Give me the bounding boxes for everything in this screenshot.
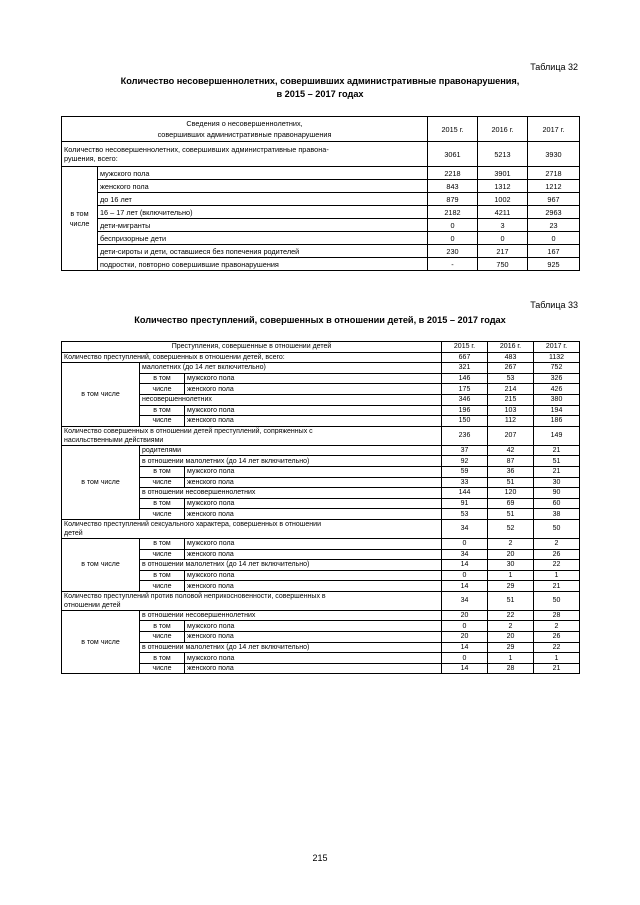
- row-label: женского пола: [185, 416, 442, 427]
- cell-value: 59: [442, 466, 488, 477]
- cell-value: 20: [488, 632, 534, 643]
- row-label: Количество преступлений, совершенных в отношении детей, всего:: [62, 352, 442, 363]
- cell-value: 33: [442, 477, 488, 488]
- cell-value: 30: [488, 560, 534, 571]
- cell-value: 51: [488, 591, 534, 610]
- table-row: [62, 653, 580, 664]
- cell-value: 23: [528, 219, 580, 232]
- cell-value: 22: [534, 642, 580, 653]
- cell-value: 236: [442, 426, 488, 445]
- cell-value: 4211: [478, 206, 528, 219]
- cell-value: 2: [488, 538, 534, 549]
- cell-value: 186: [534, 416, 580, 427]
- subgroup-label: числе: [140, 581, 185, 592]
- cell-value: 3: [478, 219, 528, 232]
- table-row: [62, 180, 580, 193]
- year-header: 2016 г.: [478, 117, 528, 142]
- page-number: 215: [312, 853, 328, 863]
- cell-value: 967: [528, 193, 580, 206]
- table-row: [62, 352, 580, 363]
- year-header: 2017 г.: [534, 342, 580, 353]
- cell-value: 0: [478, 232, 528, 245]
- table-row: [62, 519, 580, 538]
- table-row: [62, 570, 580, 581]
- cell-value: 112: [488, 416, 534, 427]
- cell-value: 14: [442, 663, 488, 674]
- cell-value: 28: [534, 610, 580, 621]
- table-row: [62, 232, 580, 245]
- row-label: мужского пола: [185, 570, 442, 581]
- cell-value: 92: [442, 456, 488, 467]
- table-33: [61, 341, 580, 674]
- row-label: в отношении малолетних (до 14 лет включительно): [140, 456, 442, 467]
- table-32-header-caption: Сведения о несовершеннолетних, совершивших административные правонарушения: [62, 117, 428, 142]
- subgroup-label: в том: [140, 405, 185, 416]
- row-label: мужского пола: [185, 466, 442, 477]
- table-row: [62, 219, 580, 232]
- row-label: мужского пола: [185, 538, 442, 549]
- cell-value: 2: [534, 538, 580, 549]
- subgroup-label: в том: [140, 570, 185, 581]
- cell-value: 2182: [428, 206, 478, 219]
- table-row: [62, 610, 580, 621]
- row-label: в отношении несовершеннолетних: [140, 488, 442, 499]
- table-row: [62, 581, 580, 592]
- cell-value: 0: [442, 621, 488, 632]
- row-label: до 16 лет: [98, 193, 428, 206]
- cell-value: 2963: [528, 206, 580, 219]
- cell-value: 60: [534, 498, 580, 509]
- cell-value: 3930: [528, 142, 580, 167]
- cell-value: 1: [488, 570, 534, 581]
- cell-value: 51: [534, 456, 580, 467]
- year-header: 2016 г.: [488, 342, 534, 353]
- table-row: [62, 538, 580, 549]
- table-row: [62, 549, 580, 560]
- table-row: [62, 663, 580, 674]
- row-label: Количество преступлений сексуального характера, совершенных в отношении детей: [62, 519, 442, 538]
- cell-value: 146: [442, 373, 488, 384]
- cell-value: 214: [488, 384, 534, 395]
- subgroup-label: числе: [140, 416, 185, 427]
- cell-value: 21: [534, 581, 580, 592]
- subgroup-label: в том: [140, 498, 185, 509]
- cell-value: 483: [488, 352, 534, 363]
- cell-value: 14: [442, 560, 488, 571]
- table-row: [62, 245, 580, 258]
- cell-value: 196: [442, 405, 488, 416]
- cell-value: 38: [534, 509, 580, 520]
- cell-value: 29: [488, 642, 534, 653]
- cell-value: 925: [528, 258, 580, 271]
- table-33-title: Количество преступлений, совершенных в отношении детей, в 2015 – 2017 годах: [134, 315, 506, 325]
- table-32: [61, 116, 580, 271]
- row-label: мужского пола: [185, 498, 442, 509]
- cell-value: 1: [488, 653, 534, 664]
- group-label: в том числе: [62, 538, 140, 591]
- table-row: [62, 416, 580, 427]
- row-label: женского пола: [185, 549, 442, 560]
- cell-value: 0: [428, 232, 478, 245]
- cell-value: 667: [442, 352, 488, 363]
- table-row: [62, 373, 580, 384]
- table-33-number: Таблица 33: [530, 300, 578, 310]
- table-33-header: [62, 342, 580, 353]
- cell-value: 207: [488, 426, 534, 445]
- cell-value: 149: [534, 426, 580, 445]
- row-label: мужского пола: [185, 373, 442, 384]
- cell-value: 21: [534, 663, 580, 674]
- cell-value: 1002: [478, 193, 528, 206]
- table-row: [62, 642, 580, 653]
- cell-value: 1: [534, 653, 580, 664]
- cell-value: 22: [534, 560, 580, 571]
- cell-value: 3901: [478, 167, 528, 180]
- table-row: [62, 488, 580, 499]
- cell-value: 30: [534, 477, 580, 488]
- subgroup-label: числе: [140, 509, 185, 520]
- row-label: в отношении малолетних (до 14 лет включительно): [140, 642, 442, 653]
- year-header: 2015 г.: [428, 117, 478, 142]
- subgroup-label: в том: [140, 373, 185, 384]
- cell-value: 50: [534, 519, 580, 538]
- table-32-header: [62, 117, 580, 142]
- cell-value: 26: [534, 549, 580, 560]
- row-label: женского пола: [98, 180, 428, 193]
- subgroup-label: в том: [140, 621, 185, 632]
- cell-value: 1: [534, 570, 580, 581]
- table-row: [62, 456, 580, 467]
- table-32-title-line1: Количество несовершеннолетних, совершивших административные правонарушения,: [120, 76, 520, 86]
- row-label: в отношении малолетних (до 14 лет включительно): [140, 560, 442, 571]
- table-row: [62, 167, 580, 180]
- cell-value: 26: [534, 632, 580, 643]
- row-label: малолетних (до 14 лет включительно): [140, 363, 442, 374]
- cell-value: 175: [442, 384, 488, 395]
- cell-value: 0: [428, 219, 478, 232]
- row-label: Количество несовершеннолетних, совершивших административные правона- рушения, всего:: [62, 142, 428, 167]
- cell-value: 230: [428, 245, 478, 258]
- cell-value: 2718: [528, 167, 580, 180]
- cell-value: 20: [488, 549, 534, 560]
- cell-value: 34: [442, 549, 488, 560]
- cell-value: 1312: [478, 180, 528, 193]
- row-label: дети-мигранты: [98, 219, 428, 232]
- cell-value: 752: [534, 363, 580, 374]
- subgroup-label: числе: [140, 663, 185, 674]
- table-row: [62, 621, 580, 632]
- cell-value: 53: [488, 373, 534, 384]
- table-33-header-caption: Преступления, совершенные в отношении детей: [62, 342, 442, 353]
- cell-value: 90: [534, 488, 580, 499]
- cell-value: 215: [488, 394, 534, 405]
- subgroup-label: числе: [140, 384, 185, 395]
- group-label: в том числе: [62, 445, 140, 519]
- cell-value: 267: [488, 363, 534, 374]
- cell-value: 217: [478, 245, 528, 258]
- table-row: [62, 560, 580, 571]
- cell-value: 3061: [428, 142, 478, 167]
- row-label: женского пола: [185, 632, 442, 643]
- cell-value: 37: [442, 445, 488, 456]
- cell-value: 0: [442, 653, 488, 664]
- table-row: [62, 591, 580, 610]
- subgroup-label: в том: [140, 538, 185, 549]
- cell-value: 167: [528, 245, 580, 258]
- cell-value: 0: [442, 570, 488, 581]
- row-label: женского пола: [185, 509, 442, 520]
- cell-value: 53: [442, 509, 488, 520]
- table-row: [62, 363, 580, 374]
- group-label: в том числе: [62, 167, 98, 271]
- cell-value: 750: [478, 258, 528, 271]
- table-row: [62, 477, 580, 488]
- table-32-number: Таблица 32: [530, 62, 578, 72]
- cell-value: 34: [442, 591, 488, 610]
- cell-value: -: [428, 258, 478, 271]
- cell-value: 144: [442, 488, 488, 499]
- row-label: 16 – 17 лет (включительно): [98, 206, 428, 219]
- table-row: [62, 632, 580, 643]
- row-label: дети-сироты и дети, оставшиеся без попечения родителей: [98, 245, 428, 258]
- row-label: мужского пола: [185, 653, 442, 664]
- cell-value: 14: [442, 642, 488, 653]
- subgroup-label: в том: [140, 466, 185, 477]
- subgroup-label: в том: [140, 653, 185, 664]
- row-label: женского пола: [185, 477, 442, 488]
- row-label: Количество совершенных в отношении детей преступлений, сопряженных с насильственными действиями: [62, 426, 442, 445]
- cell-value: 87: [488, 456, 534, 467]
- table-row: [62, 405, 580, 416]
- cell-value: 22: [488, 610, 534, 621]
- row-label: мужского пола: [185, 621, 442, 632]
- row-label: Количество преступлений против половой неприкосновенности, совершенных в отношении детей: [62, 591, 442, 610]
- subgroup-label: числе: [140, 632, 185, 643]
- cell-value: 346: [442, 394, 488, 405]
- table-row: [62, 206, 580, 219]
- row-label: женского пола: [185, 384, 442, 395]
- cell-value: 326: [534, 373, 580, 384]
- row-label: мужского пола: [185, 405, 442, 416]
- table-row: [62, 394, 580, 405]
- cell-value: 2: [488, 621, 534, 632]
- cell-value: 69: [488, 498, 534, 509]
- row-label: в отношении несовершеннолетних: [140, 610, 442, 621]
- cell-value: 879: [428, 193, 478, 206]
- group-label: в том числе: [62, 610, 140, 674]
- cell-value: 1132: [534, 352, 580, 363]
- table-row: [62, 445, 580, 456]
- table-row: [62, 466, 580, 477]
- cell-value: 21: [534, 445, 580, 456]
- table-row: [62, 498, 580, 509]
- cell-value: 1212: [528, 180, 580, 193]
- subgroup-label: числе: [140, 477, 185, 488]
- cell-value: 36: [488, 466, 534, 477]
- group-label: в том числе: [62, 363, 140, 427]
- table-row: [62, 193, 580, 206]
- cell-value: 29: [488, 581, 534, 592]
- cell-value: 20: [442, 610, 488, 621]
- cell-value: 150: [442, 416, 488, 427]
- row-label: беспризорные дети: [98, 232, 428, 245]
- row-label: мужского пола: [98, 167, 428, 180]
- cell-value: 2218: [428, 167, 478, 180]
- cell-value: 14: [442, 581, 488, 592]
- cell-value: 50: [534, 591, 580, 610]
- cell-value: 52: [488, 519, 534, 538]
- cell-value: 2: [534, 621, 580, 632]
- cell-value: 34: [442, 519, 488, 538]
- cell-value: 51: [488, 477, 534, 488]
- row-label: женского пола: [185, 663, 442, 674]
- cell-value: 321: [442, 363, 488, 374]
- cell-value: 20: [442, 632, 488, 643]
- cell-value: 51: [488, 509, 534, 520]
- cell-value: 5213: [478, 142, 528, 167]
- subgroup-label: числе: [140, 549, 185, 560]
- cell-value: 103: [488, 405, 534, 416]
- table-row: [62, 142, 580, 167]
- row-label: подростки, повторно совершившие правонарушения: [98, 258, 428, 271]
- cell-value: 91: [442, 498, 488, 509]
- year-header: 2017 г.: [528, 117, 580, 142]
- cell-value: 426: [534, 384, 580, 395]
- cell-value: 194: [534, 405, 580, 416]
- table-row: [62, 426, 580, 445]
- cell-value: 120: [488, 488, 534, 499]
- row-label: родителями: [140, 445, 442, 456]
- row-label: женского пола: [185, 581, 442, 592]
- table-row: [62, 258, 580, 271]
- table-row: [62, 509, 580, 520]
- cell-value: 0: [442, 538, 488, 549]
- row-label: несовершеннолетних: [140, 394, 442, 405]
- table-row: [62, 384, 580, 395]
- cell-value: 28: [488, 663, 534, 674]
- cell-value: 42: [488, 445, 534, 456]
- cell-value: 0: [528, 232, 580, 245]
- table-32-title-line2: в 2015 – 2017 годах: [276, 89, 364, 99]
- cell-value: 21: [534, 466, 580, 477]
- cell-value: 380: [534, 394, 580, 405]
- year-header: 2015 г.: [442, 342, 488, 353]
- cell-value: 843: [428, 180, 478, 193]
